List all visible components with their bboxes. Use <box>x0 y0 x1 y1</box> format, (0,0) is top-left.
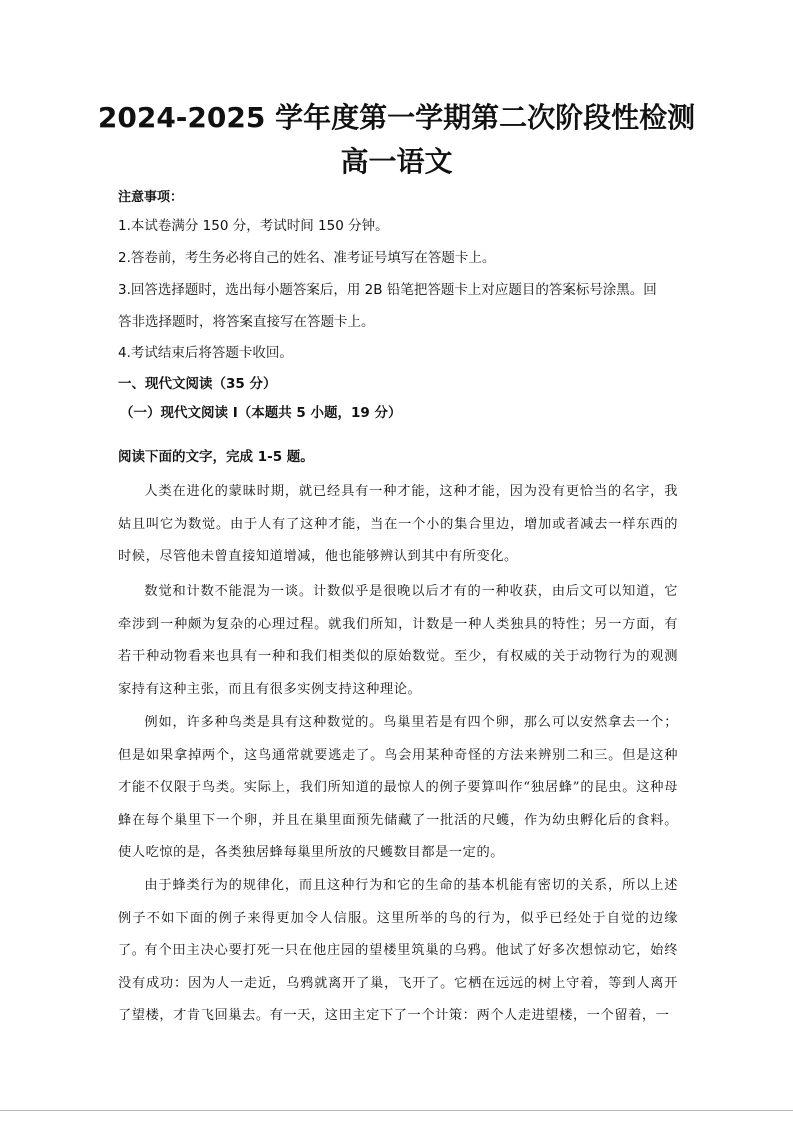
passage-paragraph: 人类在进化的蒙昧时期，就已经具有一种才能，这种才能，因为没有更恰当的名字，我姑且叫它为数觉。由于人有了这种才能，当在一个小的集合里边，增加或者减去一样东西的时候，尽管他未曾直接知道增减，他也能够辨认到其中有所变化。 <box>118 484 678 564</box>
reading-instruction: 阅读下面的文字，完成 1-5 题。 <box>118 449 314 465</box>
notice-item: 答非选择题时，将答案直接写在答题卡上。 <box>118 314 375 330</box>
section-title: 一、现代文阅读（35 分） <box>118 376 277 392</box>
notice-item: 3.回答选择题时，选出每小题答案后，用 2B 铅笔把答题卡上对应题目的答案标号涂黑。回 <box>118 282 657 298</box>
page-bottom-divider <box>0 1110 793 1111</box>
passage-paragraph: 例如，许多种鸟类是具有这种数觉的。鸟巢里若是有四个卵，那么可以安然拿去一个；但是如果拿掉两个，这鸟通常就要逃走了。鸟会用某种奇怪的方法来辨别二和三。但是这种才能不仅限于鸟类。实际上，我们所知道的最惊人的例子要算叫作“独居蜂”的昆虫。这种母蜂在每个巢里下一个卵，并且在巢里面预先储藏了一批活的尺蠖，作为幼虫孵化后的食料。使人吃惊的是，各类独居蜂每巢里所放的尺蠖数目都是一定的。 <box>118 715 678 860</box>
notice-item: 4.考试结束后将答题卡收回。 <box>118 345 293 361</box>
subsection-title: （一）现代文阅读 I（本题共 5 小题，19 分） <box>120 405 402 421</box>
passage-paragraph: 数觉和计数不能混为一谈。计数似乎是很晚以后才有的一种收获，由后文可以知道，它牵涉到一种颇为复杂的心理过程。就我们所知，计数是一种人类独具的特性；另一方面，有若干种动物看来也具有一种和我们相类似的原始数觉。至少，有权威的关于动物行为的观测家持有这种主张，而且有很多实例支持这种理论。 <box>118 584 678 697</box>
exam-title: 2024-2025 学年度第一学期第二次阶段性检测 <box>97 101 696 134</box>
notice-item: 2.答卷前，考生务必将自己的姓名、准考证号填写在答题卡上。 <box>118 250 496 266</box>
notice-item: 1.本试卷满分 150 分，考试时间 150 分钟。 <box>118 218 389 234</box>
notice-heading: 注意事项： <box>118 190 184 205</box>
exam-subject: 高一语文 <box>340 145 453 178</box>
passage-paragraph: 由于蜂类行为的规律化，而且这种行为和它的生命的基本机能有密切的关系，所以上述例子不如下面的例子来得更加令人信服。这里所举的鸟的行为，似乎已经处于自觉的边缘了。 <box>118 878 678 958</box>
passage-paragraph: 有个田主决心要打死一只在他庄园的望楼里筑巢的乌鸦。他试了好多次想惊动它，始终没有成功：因为人一走近，乌鸦就离开了巢，飞开了。它栖在远远的树上守着，等到人离开了望楼，才肯飞回巢去。有一天，这田主定下了一个计策：两个人走进望楼，一个留着，一 <box>118 943 678 1023</box>
